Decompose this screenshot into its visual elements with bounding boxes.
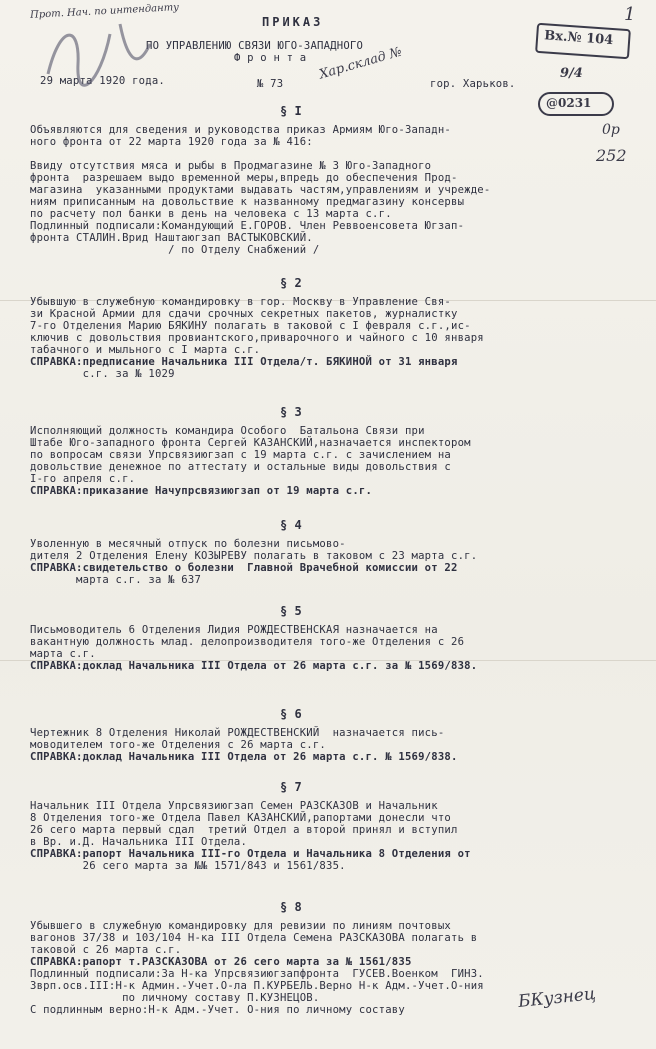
signature: БКузнец bbox=[517, 983, 597, 1013]
order-number: № 73 bbox=[257, 78, 284, 90]
section-line: моводителем того-же Отделения с 26 марта с.г. bbox=[30, 739, 327, 751]
section-line: Штабе Юго-западного фронта Сергей КАЗАНСКИЙ,назначается инспектором bbox=[30, 437, 471, 449]
section-line: СПРАВКА:предписание Начальника III Отдела/т. БЯКИНОЙ от 31 января bbox=[30, 356, 458, 368]
section-line: Убывшую в служебную командировку в гор. Москву в Управление Свя- bbox=[30, 296, 451, 308]
section-line: Уволенную в месячный отпуск по болезни письмово- bbox=[30, 538, 346, 550]
section-mark: § 3 bbox=[280, 405, 302, 419]
handwritten-note-top: Прот. Нач. по интенданту bbox=[29, 2, 180, 21]
section-line: Письмоводитель 6 Отделения Лидия РОЖДЕСТВЕНСКАЯ назначается на bbox=[30, 624, 438, 636]
section-line: ключив с довольствия провиантского,приварочного и чайного с 10 января bbox=[30, 332, 484, 344]
section-line: I-го апреля с.г. bbox=[30, 473, 136, 485]
document-title: ПРИКАЗ bbox=[262, 15, 324, 29]
section-line: ного фронта от 22 марта 1920 года за № 416: bbox=[30, 136, 313, 148]
section-line: СПРАВКА:доклад Начальника III Отдела от 26 марта с.г. № 1569/838. bbox=[30, 751, 458, 763]
section-line: ниям приписанным на довольствие к названному предмагазину консервы bbox=[30, 196, 465, 208]
section-mark: § I bbox=[280, 104, 302, 118]
section-mark: § 7 bbox=[280, 780, 302, 794]
section-line: СПРАВКА:рапорт т.РАЗСКАЗОВА от 26 сего марта за № 1561/835 bbox=[30, 956, 412, 968]
section-line: Ввиду отсутствия мяса и рыбы в Продмагазине № 3 Юго-Западного bbox=[30, 160, 432, 172]
section-line: табачного и мыльного с I марта с.г. bbox=[30, 344, 261, 356]
incoming-stamp: Вх.№ 104 bbox=[535, 23, 631, 59]
stamp-number: 9/4 bbox=[560, 66, 583, 81]
section-line: Чертежник 8 Отделения Николай РОЖДЕСТВЕНСКИЙ назначается пись- bbox=[30, 727, 445, 739]
section-line: в Вр. и.Д. Начальника III Отдела. bbox=[30, 836, 248, 848]
handwritten-margin-number: 252 bbox=[596, 146, 627, 165]
section-line: марта с.г. за № 637 bbox=[30, 574, 202, 586]
section-line: вагонов 37/38 и 103/104 Н-ка III Отдела Семена РАЗСКАЗОВА полагать в bbox=[30, 932, 478, 944]
section-mark: § 4 bbox=[280, 518, 302, 532]
section-line: довольствие денежное по аттестату и остальные виды довольствия с bbox=[30, 461, 451, 473]
section-mark: § 2 bbox=[280, 276, 302, 290]
section-line: вакантную должность млад. делопроизводителя того-же Отделения с 26 bbox=[30, 636, 465, 648]
section-mark: § 6 bbox=[280, 707, 302, 721]
document-subtitle-1: ПО УПРАВЛЕНИЮ СВЯЗИ ЮГО-ЗАПАДНОГО bbox=[146, 40, 364, 52]
section-line: фронта разрешаем выдо временной меры,впредь до обеспечения Прод- bbox=[30, 172, 458, 184]
section-line: по расчету пол банки в день на человека с 13 марта с.г. bbox=[30, 208, 392, 220]
section-line: Начальник III Отдела Упрсвязиюгзап Семен РАЗСКАЗОВ и Начальник bbox=[30, 800, 438, 812]
section-line: Подлинный подписали:За Н-ка Упрсвязиюгзапфронта ГУСЕВ.Военком ГИНЗ. bbox=[30, 968, 484, 980]
section-line: с.г. за № 1029 bbox=[30, 368, 175, 380]
section-mark: § 5 bbox=[280, 604, 302, 618]
handwritten-margin-mark: 0р bbox=[602, 122, 620, 138]
section-line: дителя 2 Отделения Елену КОЗЫРЕВУ полагать в таковом с 23 марта с.г. bbox=[30, 550, 478, 562]
section-line: Убывшего в служебную командировку для ревизии по линиям почтовых bbox=[30, 920, 451, 932]
oval-stamp: @0231 bbox=[538, 92, 614, 116]
section-line: СПРАВКА:приказание Начупрсвязиюгзап от 19 марта с.г. bbox=[30, 485, 373, 497]
section-line: 26 сего марта первый сдал третий Отдел а второй принял и вступил bbox=[30, 824, 458, 836]
section-line: С подлинным верно:Н-к Адм.-Учет. О-ния по личному составу bbox=[30, 1004, 405, 1016]
section-line: Зврп.осв.III:Н-к Админ.-Учет.О-ла П.КУРБЕЛЬ.Верно Н-к Адм.-Учет.О-ния bbox=[30, 980, 484, 992]
section-line: 7-го Отделения Марию БЯКИНУ полагать в таковой с I февраля с.г.,ис- bbox=[30, 320, 471, 332]
section-line: 8 Отделения того-же Отдела Павел КАЗАНСКИЙ,рапортами донесли что bbox=[30, 812, 451, 824]
section-line: / по Отделу Снабжений / bbox=[30, 244, 320, 256]
section-line: по личному составу П.КУЗНЕЦОВ. bbox=[30, 992, 320, 1004]
section-mark: § 8 bbox=[280, 900, 302, 914]
section-line: СПРАВКА:доклад Начальника III Отдела от 26 марта с.г. за № 1569/838. bbox=[30, 660, 478, 672]
section-line: 26 сего марта за №№ 1571/843 и 1561/835. bbox=[30, 860, 346, 872]
section-line: Исполняющий должность командира Особого Батальона Связи при bbox=[30, 425, 425, 437]
section-line: СПРАВКА:рапорт Начальника III-го Отдела и Начальника 8 Отделения от bbox=[30, 848, 471, 860]
section-line: зи Красной Армии для сдачи срочных секретных пакетов, журналистку bbox=[30, 308, 458, 320]
section-line: фронта СТАЛИН.Врид Наштаюгзап ВАСТЫКОВСКИЙ. bbox=[30, 232, 313, 244]
section-line: Объявляются для сведения и руководства приказ Армиям Юго-Западн- bbox=[30, 124, 451, 136]
section-line: по вопросам связи Упрсвязиюгзап с 19 марта с.г. с зачислением на bbox=[30, 449, 451, 461]
page-number: 1 bbox=[624, 4, 636, 25]
handwritten-scrawl bbox=[40, 14, 180, 94]
section-line: СПРАВКА:свидетельство о болезни Главной Врачебной комиссии от 22 bbox=[30, 562, 458, 574]
section-line: Подлинный подписали:Командующий Е.ГОРОВ. Член Реввоенсовета Югзап- bbox=[30, 220, 465, 232]
order-place: гор. Харьков. bbox=[430, 78, 516, 90]
document-subtitle-2: Ф р о н т а bbox=[234, 52, 307, 64]
section-line: таковой с 26 марта с.г. bbox=[30, 944, 182, 956]
handwritten-note-diagonal: Хар.склад № bbox=[317, 44, 404, 83]
section-line: марта с.г. bbox=[30, 648, 96, 660]
section-line: магазина указанными продуктами выдавать частям,управлениям и учрежде- bbox=[30, 184, 491, 196]
order-date: 29 марта 1920 года. bbox=[40, 75, 165, 87]
